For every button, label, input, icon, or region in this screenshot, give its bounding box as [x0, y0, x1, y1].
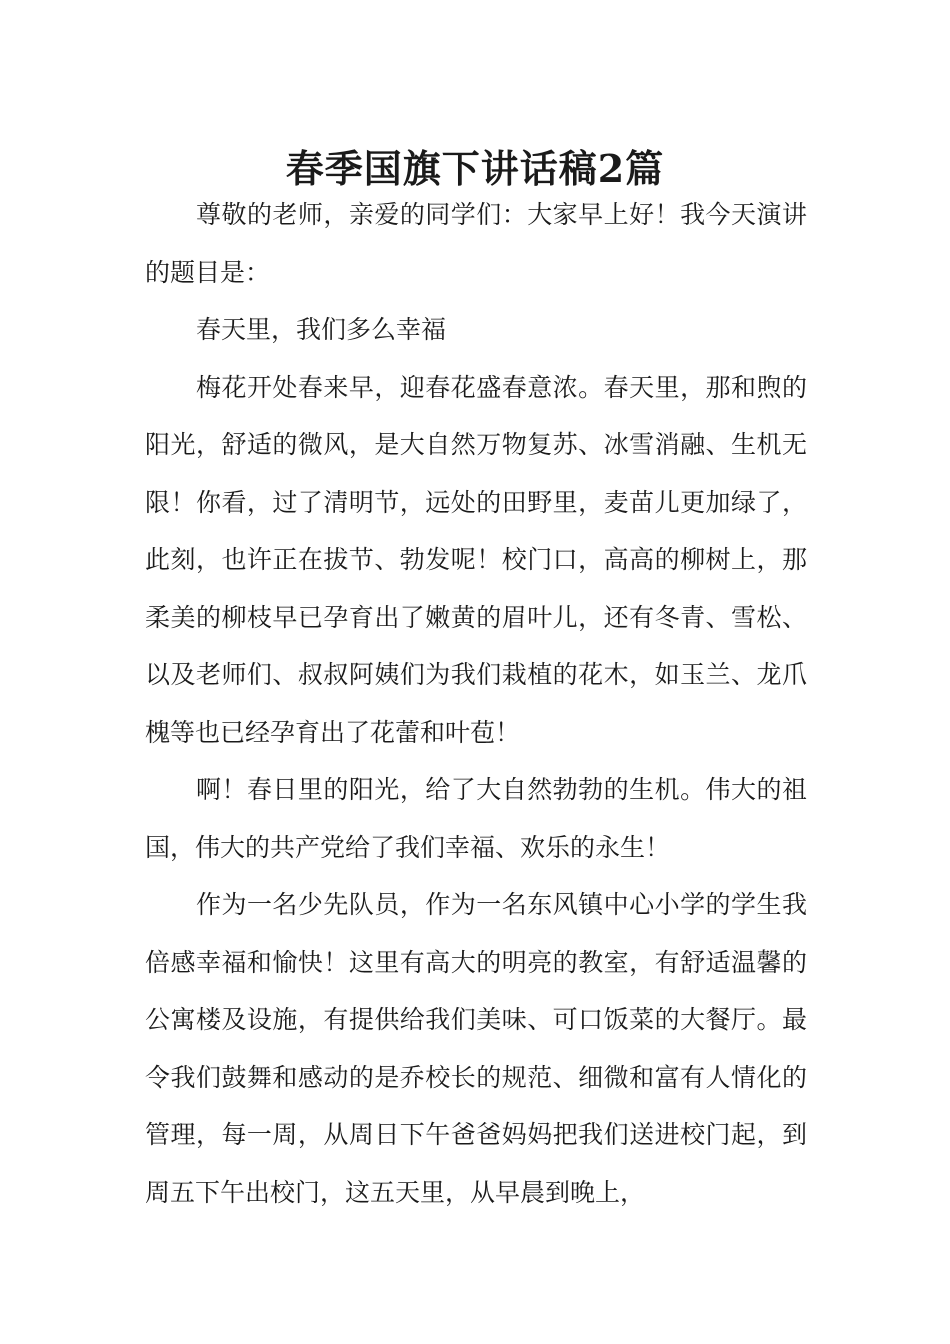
page-title: 春季国旗下讲话稿2篇	[285, 146, 665, 192]
paragraph-school-life: 作为一名少先队员，作为一名东风镇中心小学的学生我倍感幸福和愉快！这里有高大的明亮的教室，有舒适温馨的公寓楼及设施，有提供给我们美味、可口饭菜的大餐厅。最令我们鼓舞和感动的是乔校长的规范、细微和富有人情化的管理，每一周，从周日下午爸爸妈妈把我们送进校门起，到周五下午出校门，这五天里，从早晨到晚上，	[145, 890, 807, 1207]
paragraph-topic: 春天里，我们多么幸福	[196, 315, 447, 344]
paragraph-sunlight: 啊！春日里的阳光，给了大自然勃勃的生机。伟大的祖国，伟大的共产党给了我们幸福、欢乐的永生！	[145, 775, 807, 862]
paragraph-greeting: 尊敬的老师，亲爱的同学们：大家早上好！我今天演讲的题目是：	[145, 200, 807, 287]
paragraph-spring-scene: 梅花开处春来早，迎春花盛春意浓。春天里，那和煦的阳光，舒适的微风，是大自然万物复苏、冰雪消融、生机无限！你看，过了清明节，远处的田野里，麦苗儿更加绿了，此刻，也许正在拔节、勃发呢！校门口，高高的柳树上，那柔美的柳枝早已孕育出了嫩黄的眉叶儿，还有冬青、雪松、以及老师们、叔叔阿姨们为我们栽植的花木，如玉兰、龙爪槐等也已经孕育出了花蕾和叶苞！	[145, 372, 807, 747]
document-body	[145, 186, 807, 1221]
